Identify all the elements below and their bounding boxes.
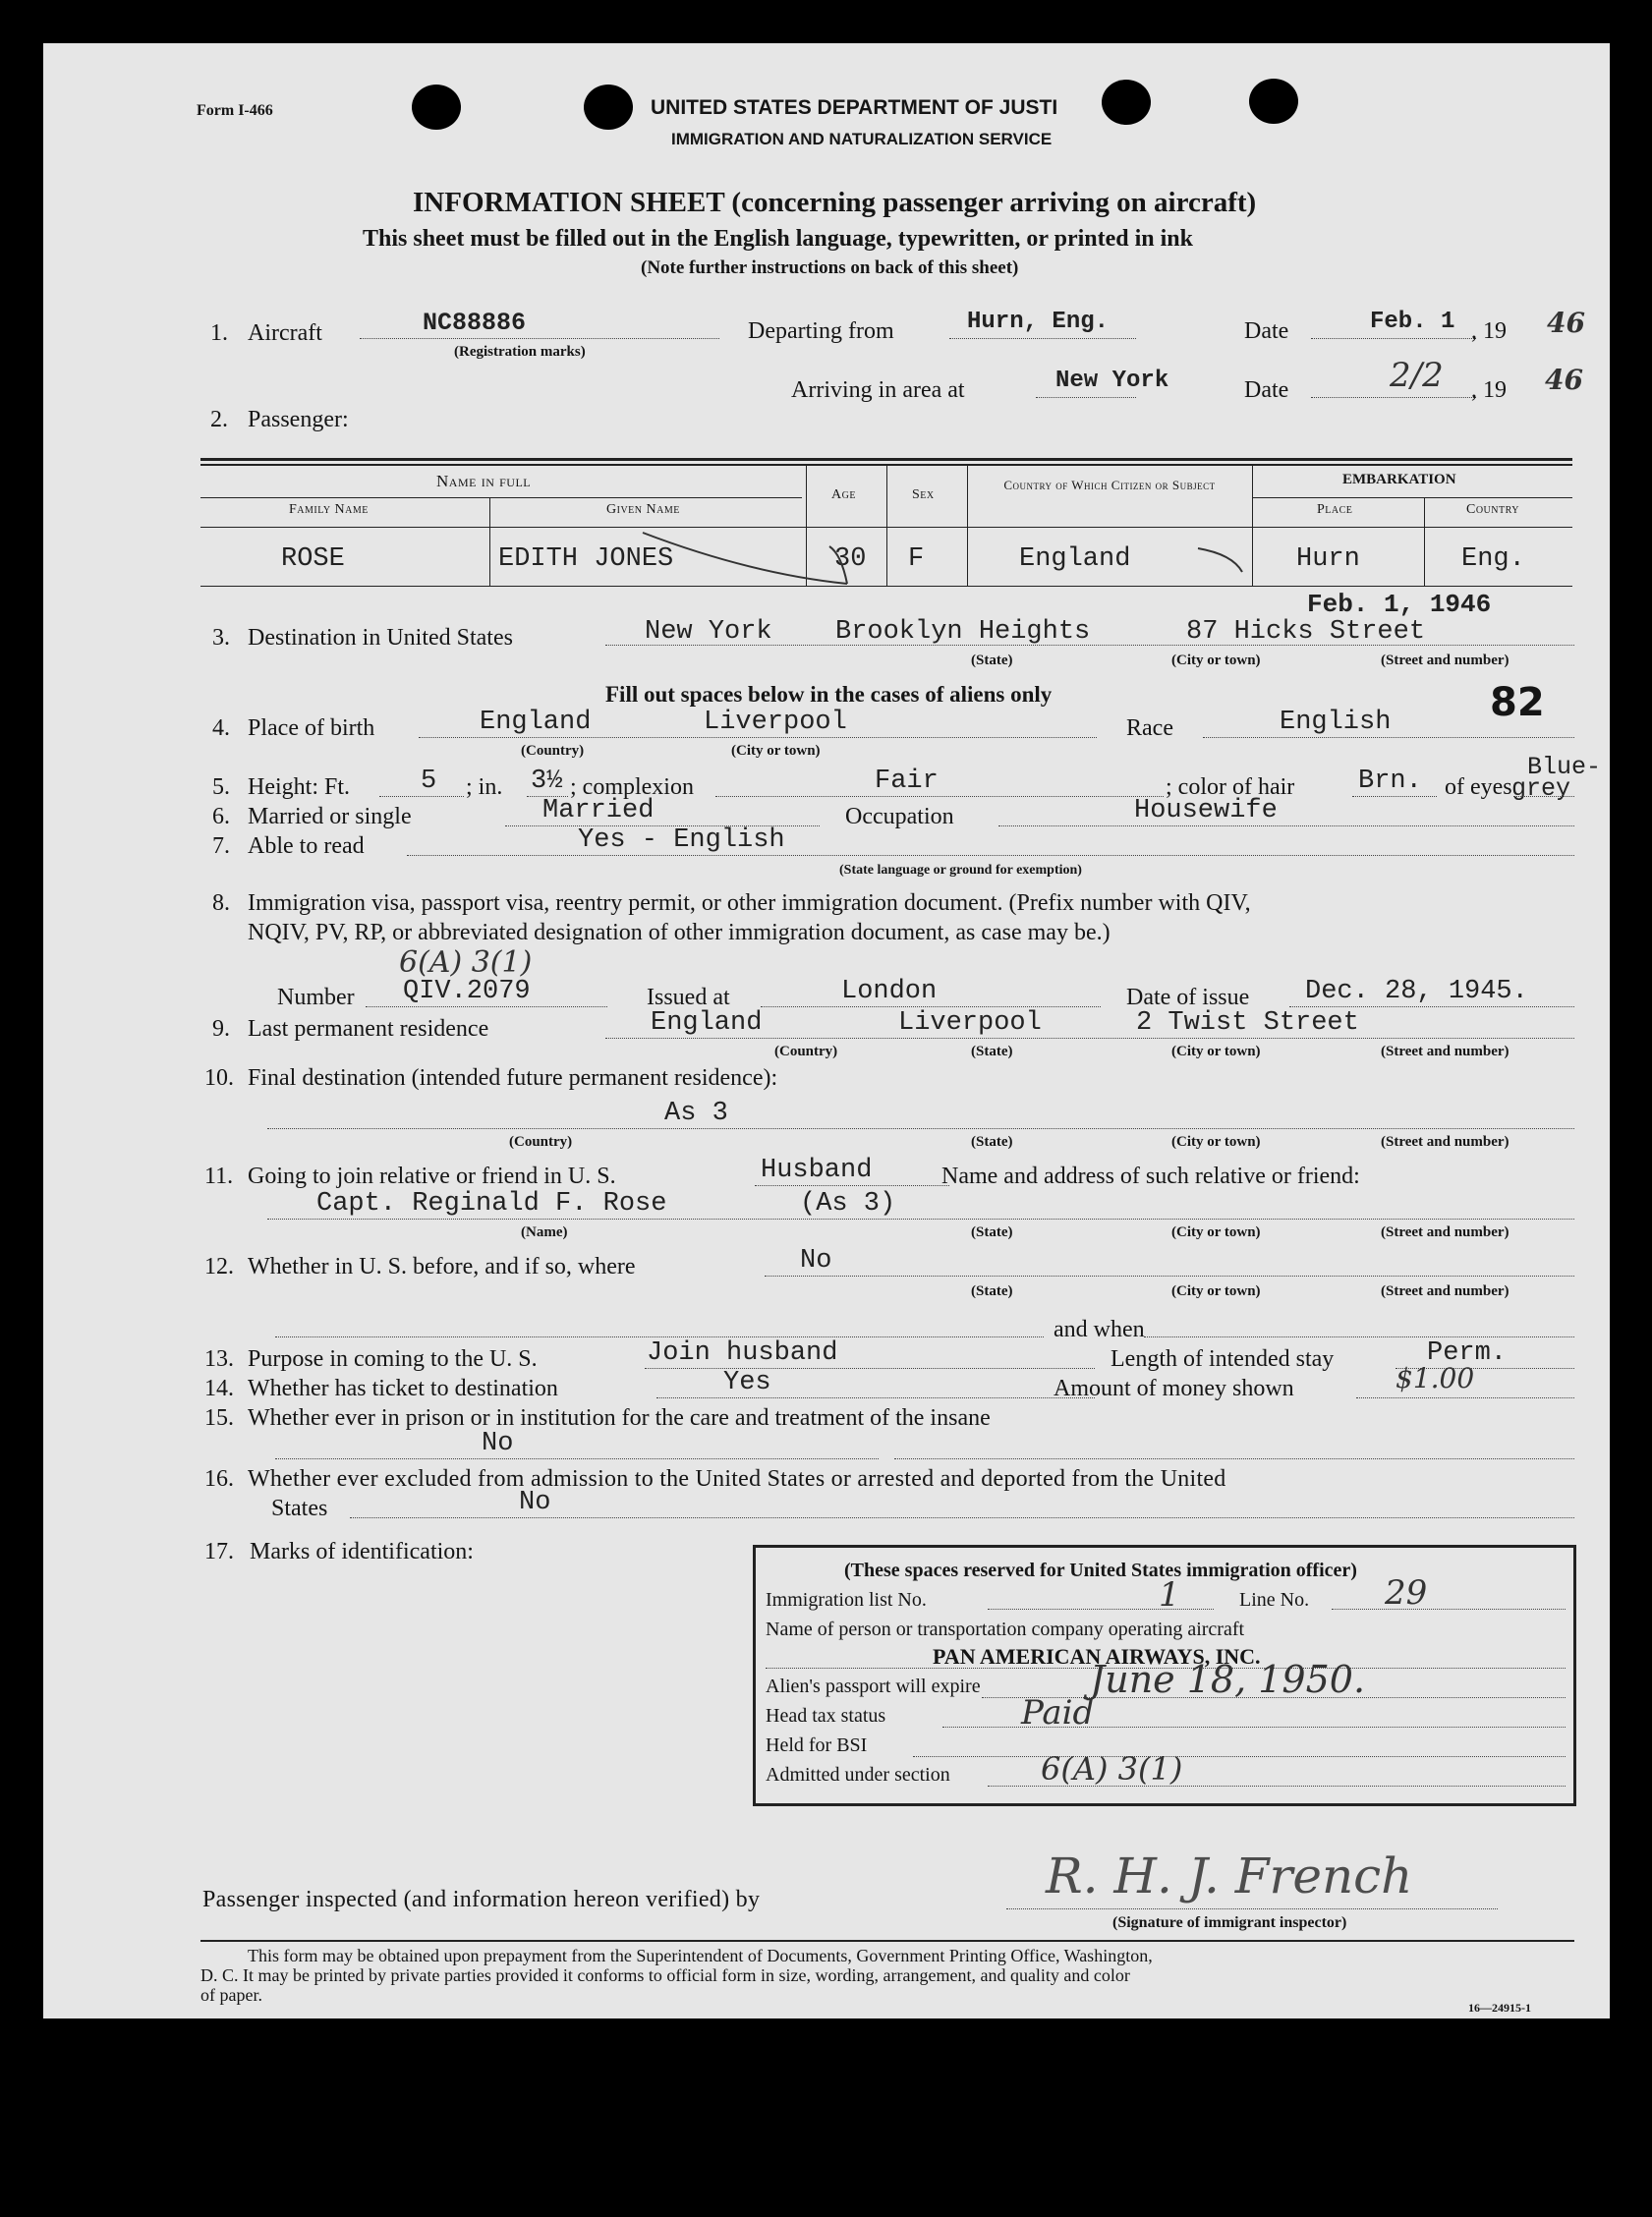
feet-line: [379, 796, 464, 797]
birth-line: [419, 737, 1097, 738]
relation-value[interactable]: Husband: [761, 1156, 873, 1185]
read-caption: (State language or ground for exemption): [839, 863, 1082, 878]
departing-line: [949, 338, 1136, 339]
excluded-text-2: States: [271, 1496, 328, 1521]
state-caption: (State): [971, 1134, 1013, 1150]
field-11-number: 11.: [204, 1164, 234, 1189]
instruction-text: This sheet must be filled out in the English language, typewritten, or printed in ink: [363, 226, 1193, 252]
date2-line: [1311, 397, 1476, 398]
hair-line: [1352, 796, 1437, 797]
arriving-label: Arriving in area at: [791, 377, 965, 403]
date2-label: Date: [1244, 377, 1289, 403]
col-divider: [967, 464, 968, 586]
list-number-value[interactable]: 1: [1159, 1575, 1180, 1615]
check-mark-stroke: [1193, 540, 1252, 580]
final-destination-value[interactable]: As 3: [664, 1099, 728, 1128]
form-sheet: [43, 43, 1610, 2018]
eyes-value-2[interactable]: grey: [1511, 774, 1571, 803]
hair-label: ; color of hair: [1166, 774, 1295, 800]
col-divider: [1252, 464, 1253, 586]
issued-value[interactable]: London: [841, 977, 938, 1006]
final-destination-label: Final destination (intended future permanent residence):: [248, 1065, 778, 1091]
aircraft-label: Aircraft: [248, 320, 322, 346]
street-caption: (Street and number): [1381, 1224, 1510, 1240]
document-text-1: Immigration visa, passport visa, reentry permit, or other immigration document. (Prefix number with QIV,: [248, 890, 1251, 916]
field-15-number: 15.: [204, 1405, 234, 1431]
col-divider: [1424, 497, 1425, 586]
arriving-line: [1036, 397, 1136, 398]
prison-line-2: [894, 1458, 1574, 1459]
hair-value[interactable]: Brn.: [1358, 767, 1422, 796]
head-tax-value[interactable]: Paid: [1021, 1693, 1095, 1733]
us-before-label: Whether in U. S. before, and if so, where: [248, 1254, 636, 1279]
relative-name-value[interactable]: Capt. Reginald F. Rose: [316, 1189, 667, 1219]
where-line: [275, 1336, 1044, 1337]
form-code: 16—24915-1: [1468, 2001, 1531, 2015]
punch-hole: [1102, 80, 1151, 125]
date-stamp: Feb. 1, 1946: [1307, 590, 1492, 619]
relative-name-line: [267, 1219, 1574, 1220]
ticket-value[interactable]: Yes: [723, 1368, 771, 1397]
embark-divider: [1252, 497, 1572, 498]
issue-date-label: Date of issue: [1126, 985, 1250, 1010]
relation-line: [755, 1185, 949, 1186]
note-text: (Note further instructions on back of this sheet): [641, 257, 1019, 278]
country-header: Country of Which Citizen or Subject: [1003, 478, 1216, 492]
name-divider: [200, 497, 802, 498]
number-label: Number: [277, 985, 355, 1010]
family-name-header: Family Name: [289, 502, 369, 517]
year-value[interactable]: 46: [1547, 307, 1585, 339]
money-value[interactable]: $1.00: [1396, 1362, 1475, 1394]
read-value[interactable]: Yes - English: [578, 825, 785, 855]
year2-value[interactable]: 46: [1545, 364, 1583, 396]
line-number-value[interactable]: 29: [1385, 1573, 1428, 1613]
race-label: Race: [1126, 715, 1173, 741]
ticket-line: [656, 1397, 1095, 1398]
embark-place-cell[interactable]: Hurn: [1296, 544, 1360, 574]
eyes-value-1[interactable]: Blue-: [1527, 753, 1602, 781]
excluded-value[interactable]: No: [519, 1488, 551, 1517]
when-label: and when: [1054, 1317, 1145, 1342]
departing-value[interactable]: Hurn, Eng.: [967, 309, 1110, 335]
year-prefix: , 19: [1471, 318, 1507, 344]
destination-city[interactable]: Brooklyn Heights: [835, 617, 1091, 647]
country-caption: (Country): [509, 1134, 573, 1150]
field-7-number: 7.: [212, 833, 230, 859]
signature-caption: (Signature of immigrant inspector): [1112, 1914, 1347, 1931]
state-caption: (State): [971, 653, 1013, 668]
check-mark-stroke: [633, 525, 859, 594]
residence-line: [605, 1038, 1574, 1039]
field-2-number: 2.: [210, 407, 228, 432]
purpose-label: Purpose in coming to the U. S.: [248, 1346, 538, 1372]
field-10-number: 10.: [204, 1065, 234, 1091]
city-caption: (City or town): [1171, 1283, 1261, 1299]
number-line: [366, 1006, 607, 1007]
name-in-full-header: Name in full: [436, 472, 532, 490]
city-caption: (City or town): [1171, 1224, 1261, 1240]
field-12-number: 12.: [204, 1254, 234, 1279]
field-9-number: 9.: [212, 1016, 230, 1042]
prison-label: Whether ever in prison or in institution for the care and treatment of the insane: [248, 1405, 991, 1431]
col-divider: [489, 497, 490, 586]
read-line: [407, 855, 1574, 856]
final-destination-line: [267, 1128, 1574, 1129]
purpose-value[interactable]: Join husband: [647, 1338, 838, 1368]
aircraft-line: [360, 338, 719, 339]
issue-date-line: [1289, 1006, 1574, 1007]
officer-box: [753, 1545, 1576, 1806]
us-before-value[interactable]: No: [800, 1246, 832, 1276]
punch-hole: [412, 85, 461, 130]
issue-date-value[interactable]: Dec. 28, 1945.: [1305, 977, 1528, 1006]
stay-label: Length of intended stay: [1111, 1346, 1335, 1372]
head-tax-label: Head tax status: [766, 1705, 886, 1727]
handwritten-section: 6(A) 3(1): [399, 945, 533, 980]
height-inches[interactable]: 3½: [531, 767, 563, 796]
relative-name-label: Name and address of such relative or friend:: [941, 1164, 1360, 1189]
field-5-number: 5.: [212, 774, 230, 800]
relative-label: Going to join relative or friend in U. S.: [248, 1164, 616, 1189]
arriving-value[interactable]: New York: [1055, 368, 1169, 394]
field-3-number: 3.: [212, 625, 230, 651]
year2-prefix: , 19: [1471, 377, 1507, 403]
department-name: UNITED STATES DEPARTMENT OF JUSTI: [651, 96, 1058, 119]
col-divider: [886, 464, 887, 586]
departing-label: Departing from: [748, 318, 894, 344]
street-caption: (Street and number): [1381, 653, 1510, 668]
list-number-label: Immigration list No.: [766, 1589, 927, 1611]
read-label: Able to read: [248, 833, 365, 859]
age-header: Age: [831, 487, 856, 502]
residence-street[interactable]: 2 Twist Street: [1136, 1008, 1359, 1038]
footer-line-3: of paper.: [200, 1985, 262, 2005]
given-name-header: Given Name: [606, 502, 680, 517]
company-label: Name of person or transportation company operating aircraft: [766, 1619, 1245, 1640]
us-before-line: [765, 1276, 1574, 1277]
page-title: INFORMATION SHEET (concerning passenger arriving on aircraft): [413, 187, 1257, 218]
country-cell[interactable]: England: [1019, 544, 1131, 574]
field-13-number: 13.: [204, 1346, 234, 1372]
occupation-line: [998, 825, 1574, 826]
footer-line-2: D. C. It may be printed by private parties provided it conforms to official form in size, wording, arrangement, and quality and color: [200, 1965, 1130, 1985]
race-line: [1203, 737, 1574, 738]
bsi-line: [913, 1756, 1566, 1757]
stay-value[interactable]: Perm.: [1427, 1338, 1508, 1368]
field-4-number: 4.: [212, 715, 230, 741]
state-caption: (State): [971, 1224, 1013, 1240]
date-label: Date: [1244, 318, 1289, 344]
section-label: Admitted under section: [766, 1764, 950, 1786]
number-value[interactable]: QIV.2079: [403, 977, 531, 1006]
passenger-label: Passenger:: [248, 407, 349, 432]
field-6-number: 6.: [212, 804, 230, 829]
city-caption: (City or town): [1171, 653, 1261, 668]
punch-hole: [584, 85, 633, 130]
margin-number: 82: [1490, 680, 1545, 725]
residence-label: Last permanent residence: [248, 1016, 489, 1042]
birth-label: Place of birth: [248, 715, 375, 741]
destination-state[interactable]: New York: [645, 617, 772, 647]
sex-header: Sex: [912, 487, 935, 502]
state-caption: (State): [971, 1044, 1013, 1059]
excluded-line: [350, 1517, 1574, 1518]
inspector-label: Passenger inspected (and information hereon verified) by: [202, 1887, 761, 1912]
field-1-number: 1.: [210, 320, 228, 346]
street-caption: (Street and number): [1381, 1134, 1510, 1150]
section-value[interactable]: 6(A) 3(1): [1041, 1750, 1183, 1788]
embark-country-cell[interactable]: Eng.: [1461, 544, 1525, 574]
complexion-label: ; complexion: [570, 774, 694, 800]
document-text-2: NQIV, PV, RP, or abbreviated designation of other immigration document, as case may be.): [248, 920, 1111, 945]
passport-value[interactable]: June 18, 1950.: [1090, 1658, 1366, 1701]
purpose-line: [645, 1368, 1095, 1369]
field-8-number: 8.: [212, 890, 230, 916]
aircraft-value[interactable]: NC88886: [423, 309, 527, 337]
residence-country[interactable]: England: [651, 1008, 763, 1038]
service-name: IMMIGRATION AND NATURALIZATION SERVICE: [671, 130, 1053, 148]
inspector-signature[interactable]: R. H. J. French: [1046, 1848, 1413, 1904]
street-caption: (Street and number): [1381, 1044, 1510, 1059]
destination-street[interactable]: 87 Hicks Street: [1186, 617, 1426, 647]
street-caption: (Street and number): [1381, 1283, 1510, 1299]
money-line: [1356, 1397, 1574, 1398]
passport-label: Alien's passport will expire: [766, 1676, 981, 1697]
birth-country[interactable]: England: [480, 708, 592, 737]
field-17-number: 17.: [204, 1539, 234, 1564]
footer-rule: [200, 1940, 1574, 1942]
table-bottom-rule: [200, 586, 1572, 587]
prison-line: [275, 1458, 879, 1459]
inches-label: ; in.: [466, 774, 503, 800]
issued-label: Issued at: [647, 985, 730, 1010]
line-number-line: [1332, 1609, 1566, 1610]
marks-label: Marks of identification:: [250, 1539, 474, 1564]
city-caption: (City or town): [1171, 1134, 1261, 1150]
race-value[interactable]: English: [1280, 708, 1392, 737]
officer-heading: (These spaces reserved for United States immigration officer): [844, 1560, 1357, 1581]
line-number-label: Line No.: [1239, 1589, 1310, 1611]
country-caption: (Country): [774, 1044, 838, 1059]
occupation-label: Occupation: [845, 804, 954, 829]
form-number: Form I-466: [197, 102, 273, 119]
country-caption: (Country): [521, 743, 585, 759]
married-value[interactable]: Married: [542, 796, 655, 825]
when-line: [1144, 1336, 1574, 1337]
city-caption: (City or town): [1171, 1044, 1261, 1059]
birth-city[interactable]: Liverpool: [704, 708, 847, 737]
date-value[interactable]: Feb. 1: [1370, 309, 1455, 335]
relative-address-value[interactable]: (As 3): [800, 1189, 896, 1219]
issued-line: [761, 1006, 1101, 1007]
eyes-label: of eyes: [1445, 774, 1512, 800]
height-feet[interactable]: 5: [421, 767, 437, 796]
residence-state[interactable]: Liverpool: [898, 1008, 1042, 1038]
footer-line-1: This form may be obtained upon prepayment from the Superintendent of Documents, Government Printing Office, Washington,: [248, 1946, 1153, 1965]
date2-value[interactable]: 2/2: [1390, 356, 1444, 395]
state-caption: (State): [971, 1283, 1013, 1299]
married-label: Married or single: [248, 804, 412, 829]
age-cell[interactable]: 30: [834, 544, 867, 574]
table-top-rule: [200, 458, 1572, 461]
field-16-number: 16.: [204, 1466, 234, 1492]
family-name-cell[interactable]: ROSE: [281, 544, 345, 574]
aliens-heading: Fill out spaces below in the cases of aliens only: [605, 682, 1053, 707]
occupation-value[interactable]: Housewife: [1134, 796, 1278, 825]
field-14-number: 14.: [204, 1376, 234, 1401]
ticket-label: Whether has ticket to destination: [248, 1376, 558, 1401]
company-value[interactable]: PAN AMERICAN AIRWAYS, INC.: [933, 1644, 1261, 1669]
name-caption: (Name): [521, 1224, 568, 1240]
money-label: Amount of money shown: [1054, 1376, 1294, 1401]
bsi-label: Held for BSI: [766, 1734, 868, 1756]
embarkation-header: EMBARKATION: [1342, 472, 1456, 487]
registration-caption: (Registration marks): [454, 344, 586, 360]
embark-country-header: Country: [1466, 502, 1519, 517]
place-header: Place: [1317, 502, 1353, 517]
city-caption: (City or town): [731, 743, 821, 759]
height-label: Height: Ft.: [248, 774, 351, 800]
prison-value[interactable]: No: [482, 1429, 514, 1458]
date-line: [1311, 338, 1476, 339]
complexion-line: [715, 796, 1164, 797]
sex-cell[interactable]: F: [908, 544, 925, 574]
excluded-text-1: Whether ever excluded from admission to the United States or arrested and deported from the United: [248, 1466, 1226, 1492]
given-name-cell[interactable]: EDITH JONES: [498, 544, 674, 574]
signature-line: [1006, 1908, 1498, 1909]
destination-label: Destination in United States: [248, 625, 513, 651]
complexion-value[interactable]: Fair: [875, 767, 939, 796]
punch-hole: [1249, 79, 1298, 124]
